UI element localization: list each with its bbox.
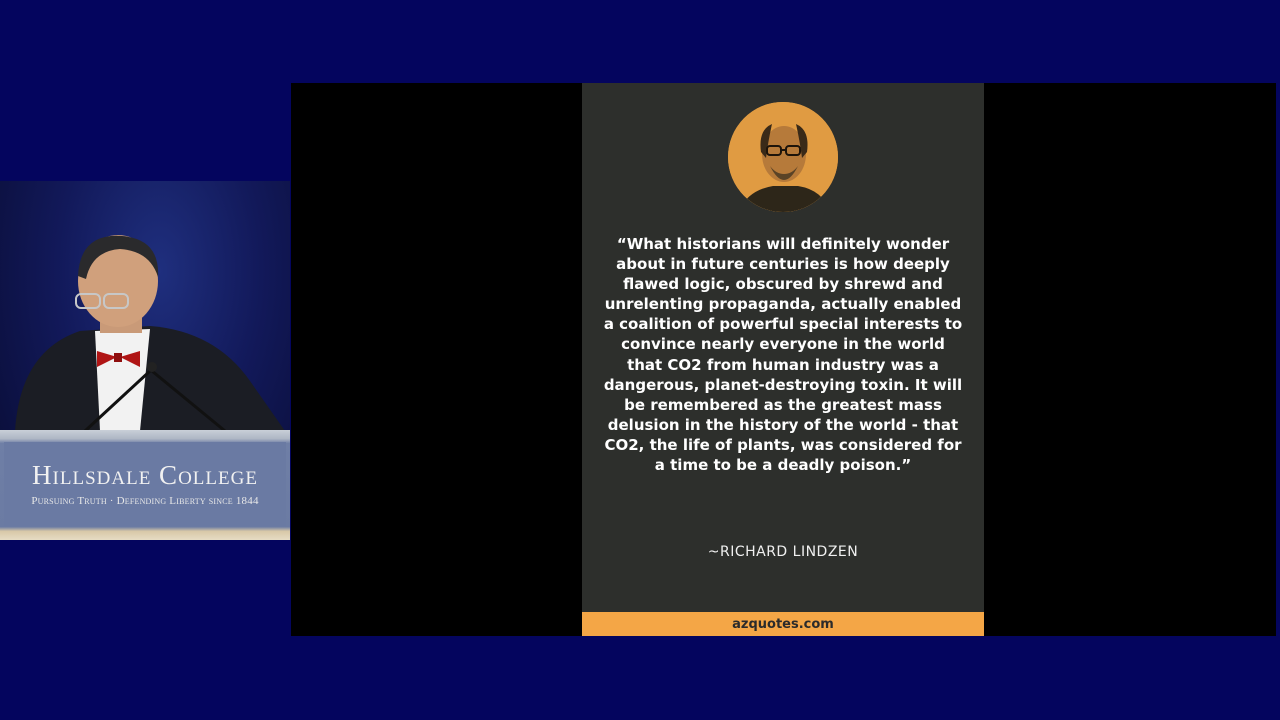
quote-card [582, 83, 984, 636]
college-motto: Pursuing Truth · Defending Liberty since 1844 [31, 494, 259, 507]
portrait-image [728, 102, 838, 212]
site-footer-bar [582, 612, 984, 636]
speaker-video-inset [0, 181, 290, 540]
podium-sign [4, 442, 286, 526]
author-portrait [728, 102, 838, 212]
presentation-slide [291, 83, 1276, 636]
quote-author: ~RICHARD LINDZEN [707, 544, 859, 560]
college-name: Hillsdale College [32, 459, 258, 490]
podium [0, 430, 290, 540]
quote-text: “What historians will definitely wonder about in future centuries is how deeply flawed logic, obscured by shrewd and unrelenting propaganda, actually enabled a coalition of powerful special interests to convince nearly everyone in the world that CO2 from human industry was a dangerous, planet-destroying toxin. It will be remembered as the greatest mass delusion in the history of the world - that CO2, the life of plants, was considered for a time to be a deadly poison.” [603, 235, 963, 475]
site-label: azquotes.com [732, 616, 834, 632]
